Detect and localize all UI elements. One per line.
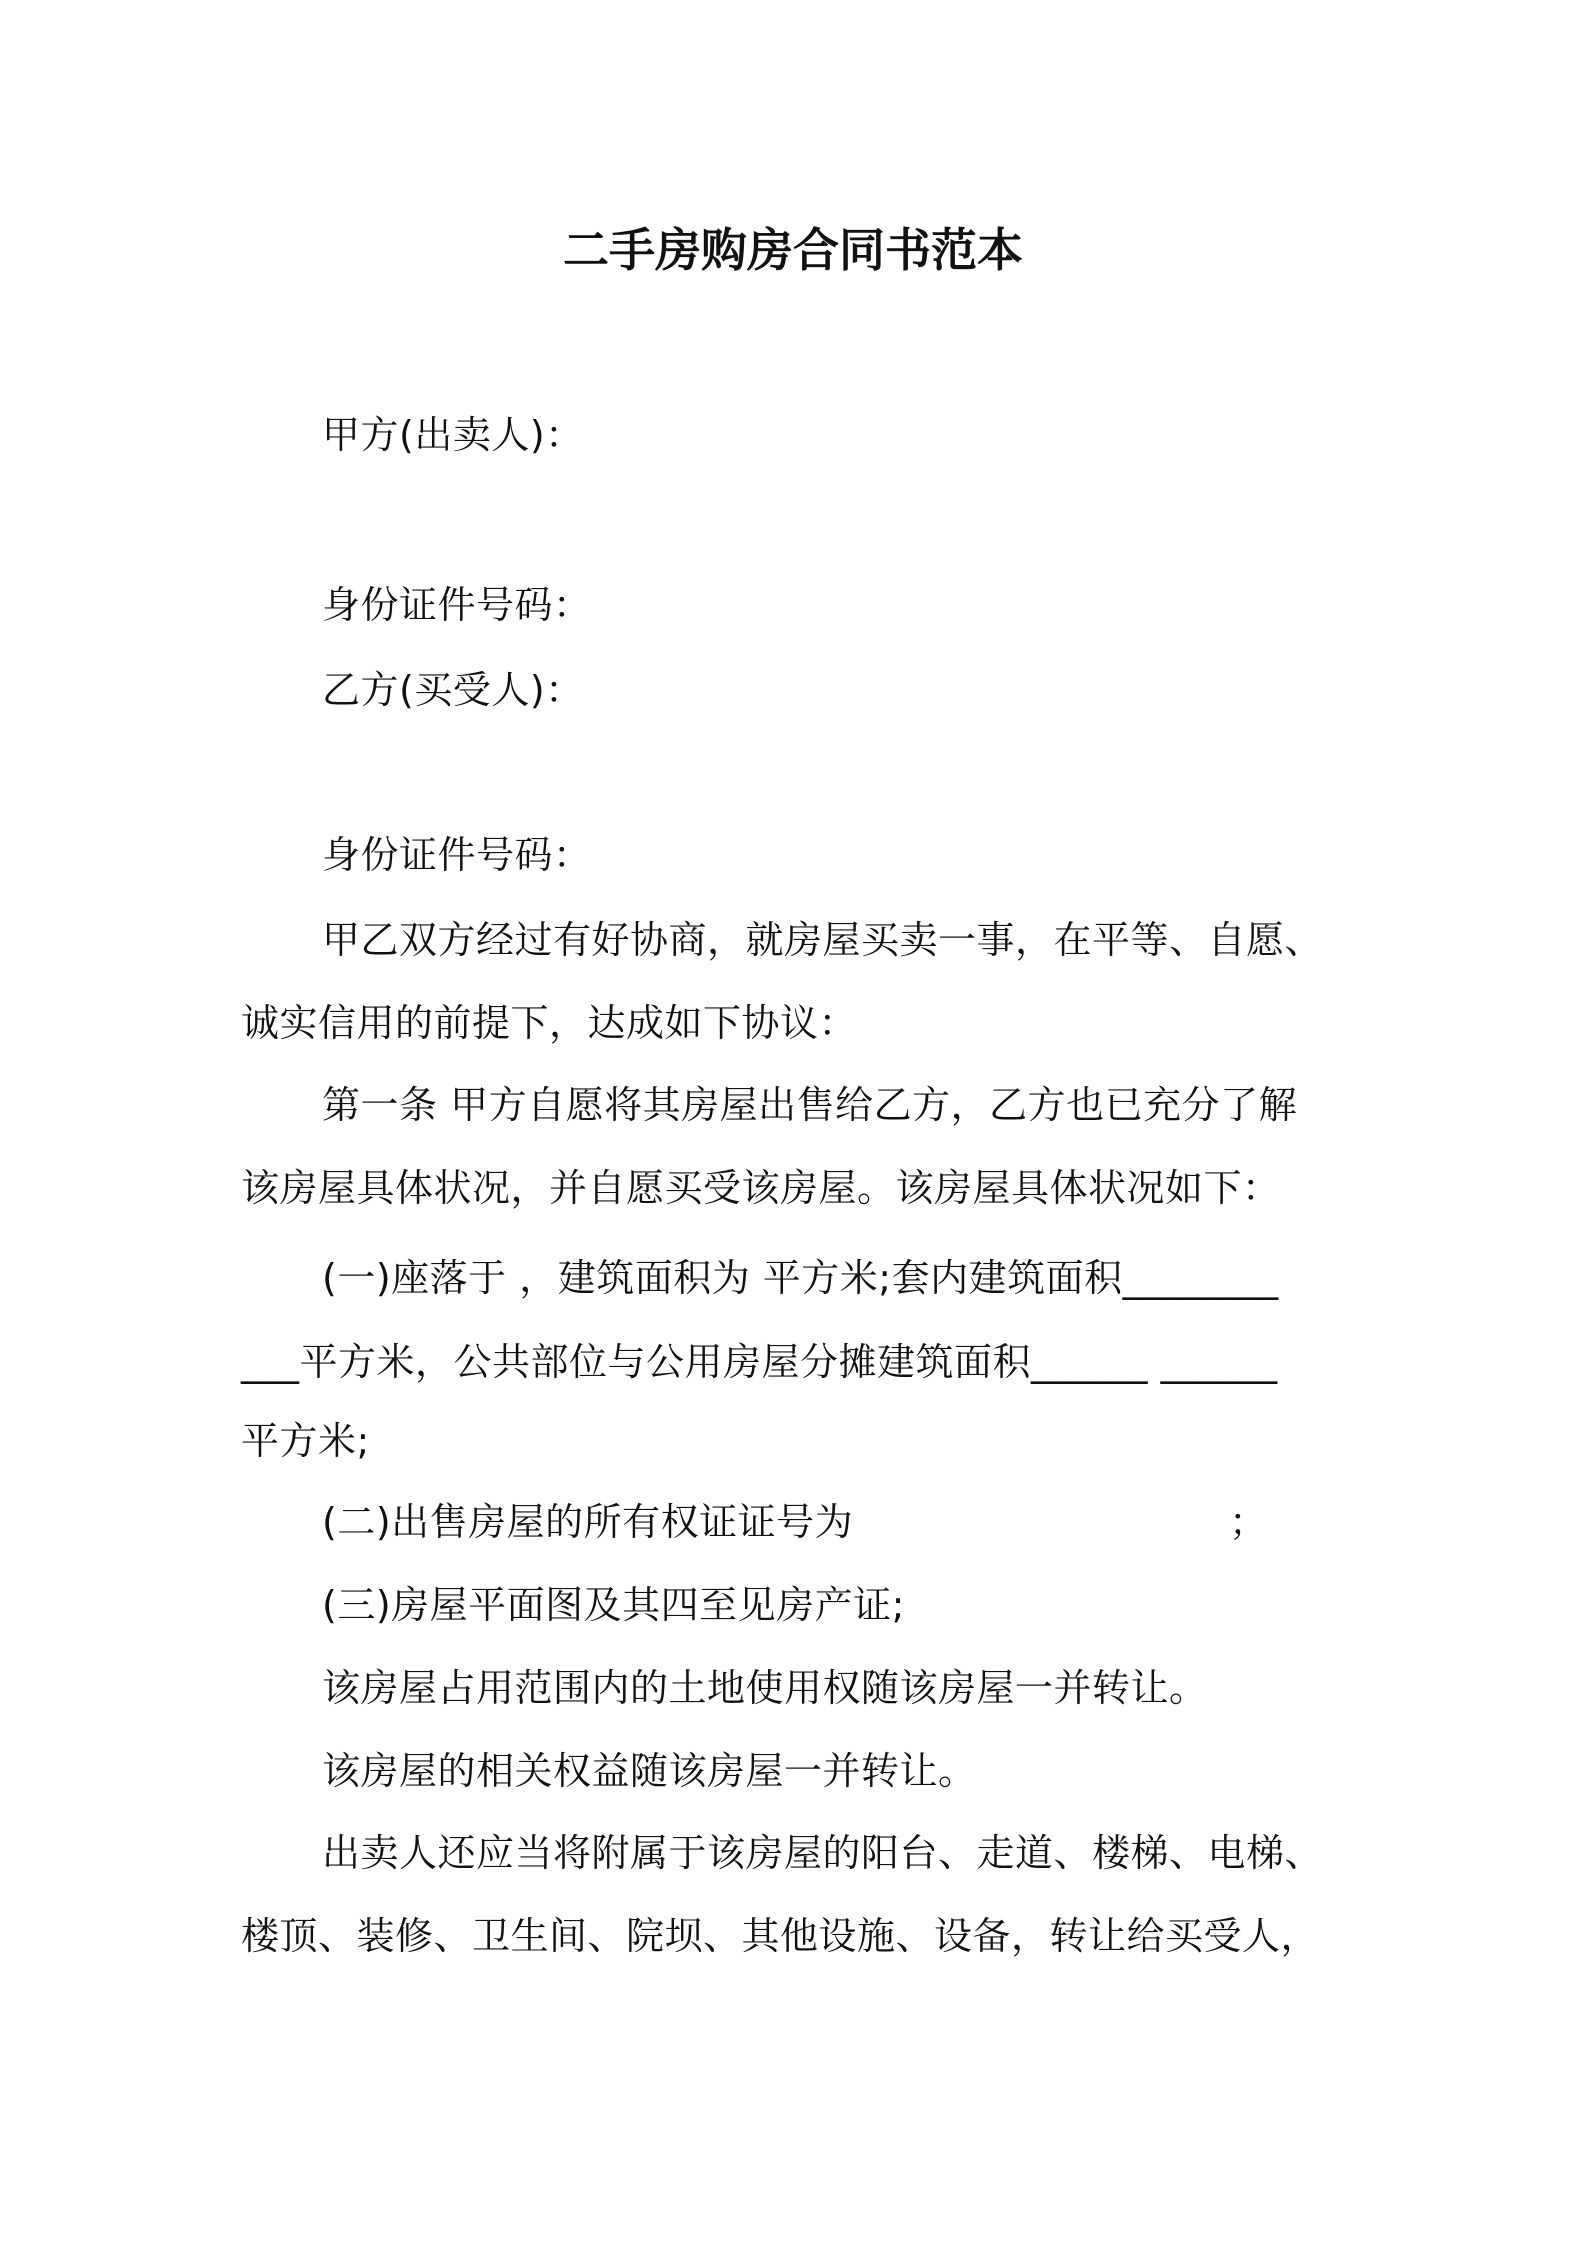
item-1-line-2: ___平方米，公共部位与公用房屋分摊建筑面积______ ______ [241,1340,1278,1384]
article-1-line-2: 该房屋具体状况，并自愿买受该房屋。该房屋具体状况如下： [241,1166,1281,1210]
party-a-id-label: 身份证件号码： [322,583,592,627]
item-2-end: ； [1229,1500,1268,1544]
intro-line-2: 诚实信用的前提下，达成如下协议： [241,1001,858,1045]
attachments-line-1: 出卖人还应当将附属于该房屋的阳台、走道、楼梯、电梯、 [322,1831,1324,1875]
item-3-text: (三)房屋平面图及其四至见房产证; [322,1583,905,1627]
party-b-id-label: 身份证件号码： [322,833,592,877]
document-title: 二手房购房合同书范本 [563,223,1023,277]
party-b-label: 乙方(买受人)： [322,668,584,712]
rights-text: 该房屋的相关权益随该房屋一并转让。 [322,1749,977,1793]
item-2-text: (二)出售房屋的所有权证证号为 [322,1500,854,1544]
item-1-line-3: 平方米; [241,1419,370,1463]
article-1-line-1: 第一条 甲方自愿将其房屋出售给乙方，乙方也已充分了解 [322,1083,1298,1127]
item-1-line-1: (一)座落于 ，建筑面积为 平方米;套内建筑面积________ [322,1256,1279,1300]
land-use-text: 该房屋占用范围内的土地使用权随该房屋一并转让。 [322,1666,1208,1710]
attachments-line-2: 楼顶、装修、卫生间、院坝、其他设施、设备，转让给买受人， [241,1914,1320,1958]
intro-line-1: 甲乙双方经过有好协商，就房屋买卖一事，在平等、自愿、 [322,918,1324,962]
party-a-label: 甲方(出卖人)： [322,413,584,457]
